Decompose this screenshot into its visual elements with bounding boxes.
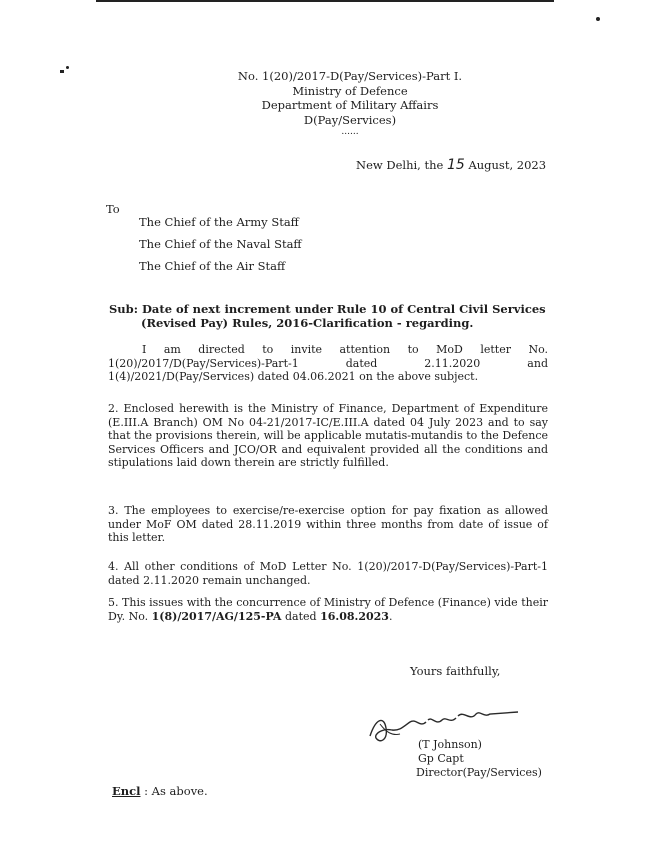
yours-faithfully: Yours faithfully, [410,664,501,678]
signatory-rank: Gp Capt [418,752,464,765]
to-label: To [106,202,120,216]
subject-line-2: (Revised Pay) Rules, 2016-Clarification - regarding. [141,316,474,330]
date-suffix: August, 2023 [468,158,547,172]
top-border-line [96,0,554,2]
recipient-air: The Chief of the Air Staff [139,259,286,273]
paragraph-4: 4. All other conditions of MoD Letter No. 1(20)/2017-D(Pay/Services)-Part-1 dated 2.11.2020 remain unchanged. [108,560,548,587]
date-day: 15 [446,157,465,173]
file-number: No. 1(20)/2017-D(Pay/Services)-Part I. [237,69,463,83]
paragraph-3: 3. The employees to exercise/re-exercise option for pay fixation as allowed under MoF OM dated 28.11.2019 within three months from date of issue of this letter. [108,504,548,545]
paragraph-2: 2. Enclosed herewith is the Ministry of Finance, Department of Expenditure (E.III.A Branch) OM No 04-21/2017-IC/E.III.A dated 04 July 2023 and to say that the provisions therein, will be applicable mutatis-mutandis to the Defence Services Officers and JCO/OR and equivalent provided all the conditions and stipulations laid down therein are strictly fulfilled. [108,402,548,470]
recipient-army: The Chief of the Army Staff [139,215,299,229]
scan-speck [60,70,64,73]
ministry-name: Ministry of Defence [292,84,408,98]
subject-line-1: Sub: Date of next increment under Rule 10 of Central Civil Services [109,302,546,316]
signatory-name: (T Johnson) [418,738,482,751]
date-line [356,157,546,173]
scan-speck [596,17,600,21]
paragraph-1: I am directed to invite attention to MoD letter No. 1(20)/2017/D(Pay/Services)-Part-1 dated 2.11.2020 and 1(4)/2021/D(Pay/Services) dated 04.06.2021 on the above subject. [108,343,548,384]
enclosure-label: Encl [112,784,141,798]
section-name: D(Pay/Services) [303,113,397,127]
p5-mid: dated [281,609,321,623]
p5-start: 5. This issues with the concurrence of Ministry of Defence (Finance) vide their Dy. No. [108,596,548,623]
recipient-navy: The Chief of the Naval Staff [139,237,302,251]
p5-reference: 1(8)/2017/AG/125-PA [151,609,282,623]
scan-speck [66,66,69,69]
enclosure-text: : As above. [144,784,208,798]
paragraph-5 [108,596,548,623]
p5-end: . [388,609,393,623]
signatory-designation: Director(Pay/Services) [416,766,542,779]
p5-date: 16.08.2023 [320,609,389,623]
date-prefix: New Delhi, the [356,158,444,172]
enclosure-line [112,784,208,798]
department-name: Department of Military Affairs [261,98,439,112]
header-dots: ...... [341,127,359,137]
